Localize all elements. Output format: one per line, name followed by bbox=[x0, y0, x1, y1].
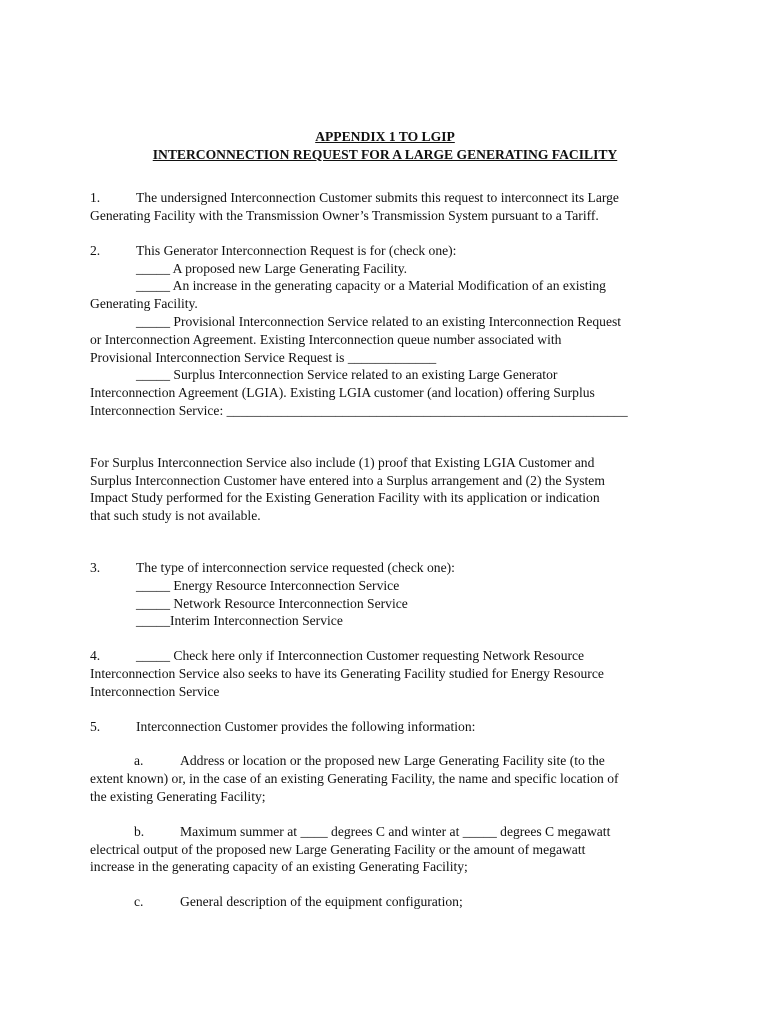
section-1 bbox=[90, 189, 680, 225]
surplus-note-line-2: Surplus Interconnection Customer have entered into a Surplus arrangement and (2) the System bbox=[90, 472, 605, 488]
document-title bbox=[90, 128, 680, 163]
section-2 bbox=[90, 242, 680, 420]
option-new-facility: _____ A proposed new Large Generating Facility. bbox=[136, 260, 408, 276]
subsection-b-line-3: increase in the generating capacity of an existing Generating Facility; bbox=[90, 859, 468, 875]
subsection-b-line-1: Maximum summer at ____ degrees C and winter at _____ degrees C megawatt bbox=[180, 823, 611, 839]
section-3 bbox=[90, 559, 680, 630]
option-energy-resource: _____ Energy Resource Interconnection Service bbox=[136, 577, 400, 593]
option-surplus-line-3: Interconnection Service: ___________________________________________________________ bbox=[90, 402, 628, 418]
section-4 bbox=[90, 647, 680, 700]
section-5-line-1: Interconnection Customer provides the following information: bbox=[136, 718, 476, 734]
section-1-line-1: The undersigned Interconnection Customer submits this request to interconnect its Large bbox=[136, 190, 619, 206]
option-increase-line-2: Generating Facility. bbox=[90, 296, 198, 312]
section-4-line-1: _____ Check here only if Interconnection Customer requesting Network Resource bbox=[136, 648, 585, 664]
section-2-line-1: This Generator Interconnection Request is for (check one): bbox=[136, 242, 457, 258]
section-number: 4. bbox=[90, 648, 101, 664]
option-provisional-line-1: _____ Provisional Interconnection Service related to an existing Interconnection Request bbox=[136, 313, 622, 329]
section-number: 1. bbox=[90, 190, 101, 206]
subsection-a-line-2: extent known) or, in the case of an existing Generating Facility, the name and specific location of bbox=[90, 771, 619, 787]
subsection-a-line-1: Address or location or the proposed new Large Generating Facility site (to the bbox=[180, 753, 605, 769]
title-line-1: APPENDIX 1 TO LGIP bbox=[315, 129, 455, 144]
section-number: 2. bbox=[90, 242, 101, 258]
option-provisional-line-3: Provisional Interconnection Service Request is _____________ bbox=[90, 349, 437, 365]
document-page bbox=[90, 128, 680, 911]
option-surplus-line-1: _____ Surplus Interconnection Service related to an existing Large Generator bbox=[136, 367, 558, 383]
subsection-letter: c. bbox=[134, 894, 144, 910]
section-number: 5. bbox=[90, 718, 101, 734]
subsection-b bbox=[90, 823, 680, 876]
section-1-line-2: Generating Facility with the Transmission Owner’s Transmission System pursuant to a Tariff. bbox=[90, 207, 599, 223]
option-interim: _____Interim Interconnection Service bbox=[136, 613, 343, 629]
option-network-resource: _____ Network Resource Interconnection Service bbox=[136, 595, 408, 611]
surplus-note-line-4: that such study is not available. bbox=[90, 508, 261, 524]
option-provisional-line-2: or Interconnection Agreement. Existing Interconnection queue number associated with bbox=[90, 331, 562, 347]
section-4-line-3: Interconnection Service bbox=[90, 683, 220, 699]
subsection-c-line-1: General description of the equipment configuration; bbox=[180, 894, 463, 910]
subsection-a bbox=[90, 752, 680, 805]
surplus-note-line-3: Impact Study performed for the Existing Generation Facility with its application or indication bbox=[90, 490, 600, 506]
section-4-line-2: Interconnection Service also seeks to have its Generating Facility studied for Energy Resource bbox=[90, 665, 604, 681]
subsection-letter: a. bbox=[134, 753, 144, 769]
surplus-note bbox=[90, 454, 680, 525]
subsection-c bbox=[90, 893, 680, 911]
subsection-letter: b. bbox=[134, 823, 145, 839]
section-5 bbox=[90, 718, 680, 736]
section-3-line-1: The type of interconnection service requested (check one): bbox=[136, 559, 455, 575]
title-line-2: INTERCONNECTION REQUEST FOR A LARGE GENERATING FACILITY bbox=[152, 146, 618, 162]
section-number: 3. bbox=[90, 559, 101, 575]
subsection-a-line-3: the existing Generating Facility; bbox=[90, 788, 266, 804]
option-surplus-line-2: Interconnection Agreement (LGIA). Existing LGIA customer (and location) offering Surplus bbox=[90, 385, 595, 401]
surplus-note-line-1: For Surplus Interconnection Service also include (1) proof that Existing LGIA Customer and bbox=[90, 454, 595, 470]
option-increase-line-1: _____ An increase in the generating capacity or a Material Modification of an existing bbox=[136, 278, 606, 294]
subsection-b-line-2: electrical output of the proposed new Large Generating Facility or the amount of megawatt bbox=[90, 841, 586, 857]
